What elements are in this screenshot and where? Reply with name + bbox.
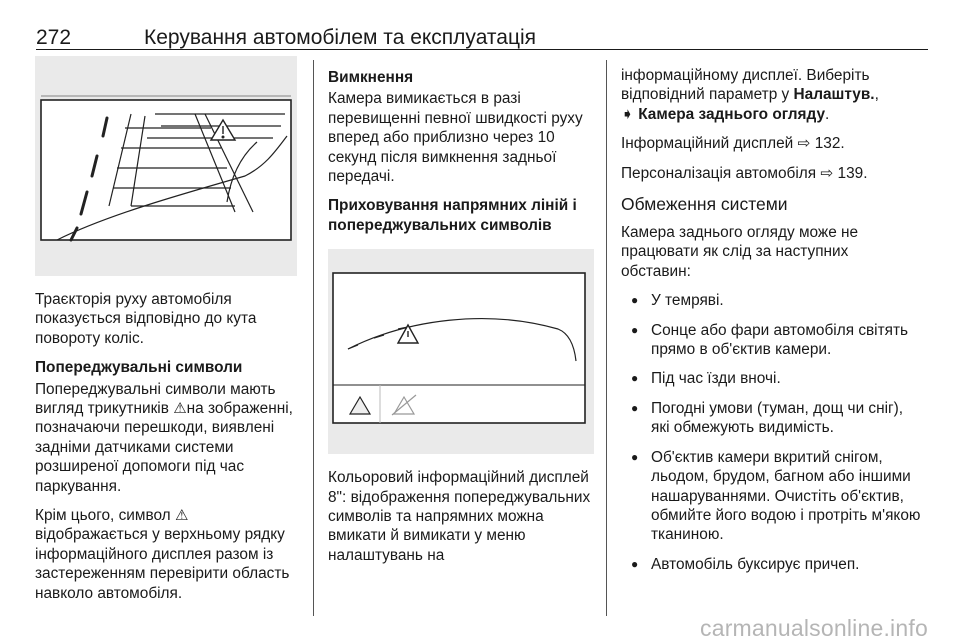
page-ref-icon: ⇨: [820, 164, 834, 182]
watermark: carmanualsonline.info: [700, 615, 928, 641]
display-figure: [328, 249, 594, 454]
list-item: ● Погодні умови (туман, дощ чи сніг), які обмежують видимість.: [621, 399, 921, 438]
list-item: ● Об'єктив камери вкритий снігом, льодом, брудом, багном або іншими нашаруваннями. Очистіть об'єктив, обмийте його водою і протріть м'якою тканиною.: [621, 448, 921, 545]
trajectory-caption: Траєкторія руху автомобіля показується відповідно до кута повороту коліс.: [35, 291, 257, 347]
warning-symbols-heading: Попереджувальні символи: [35, 359, 243, 377]
limits-heading: Обмеження системи: [621, 194, 788, 215]
warning-symbols-text: Попереджувальні символи мають вигляд трикутників ⚠на зображенні, позначаючи перешкоди, виявлені задніми датчиками системи розширеної допомоги під час паркування.: [35, 380, 293, 495]
warning-triangle-icon: ⚠: [174, 507, 189, 525]
display-diagram: [328, 249, 594, 454]
ref-info-display: Інформаційний дисплей ⇨ 132.: [621, 135, 845, 153]
column-1: [35, 56, 303, 613]
list-item: ● Під час їзди вночі.: [621, 369, 921, 388]
column-2: [328, 56, 600, 575]
limits-intro: Камера заднього огляду може не працювати як слід за наступних обставин:: [621, 224, 859, 280]
extra-symbol-text: Крім цього, символ ⚠ відображається у верхньому рядку інформаційного дисплея разом із застереженням перевірити область навколо автомобіля.: [35, 507, 290, 602]
header-rule: [36, 49, 928, 50]
settings-text: інформаційному дисплеї. Виберіть відповідний параметр у Налаштув., ➧ Камера заднього огляду.: [621, 67, 879, 123]
off-heading: Вимкнення: [328, 69, 414, 86]
list-item: ● Сонце або фари автомобіля світять прямо в об'єктив камери.: [621, 321, 921, 360]
arrow-icon: ➧: [621, 105, 634, 123]
menu-settings: Налаштув.: [793, 86, 875, 104]
column-divider-2: [606, 60, 607, 616]
display-caption: Кольоровий інформаційний дисплей 8": відображення попереджувальних символів та напрямних можна вмикати й вимикати у меню налаштувань на: [328, 469, 591, 564]
warning-triangle-icon: ⚠: [173, 400, 187, 418]
limits-list: [621, 291, 921, 574]
running-title: Керування автомобілем та експлуатація: [144, 26, 537, 49]
trajectory-diagram: [35, 56, 297, 276]
column-divider-1: [313, 60, 314, 616]
page-ref-icon: ⇨: [797, 135, 811, 153]
menu-rear-camera: Камера заднього огляду: [638, 105, 826, 123]
trajectory-figure: [35, 56, 297, 276]
list-item: ● Автомобіль буксирує причеп.: [621, 555, 921, 574]
hide-heading: Приховування напрямних ліній і попереджувальних символів: [328, 197, 577, 234]
off-text: Камера вимикається в разі перевищенні певної швидкості руху вперед або приблизно через 10 секунд після вимкнення задньої передачі.: [328, 90, 583, 186]
list-item: ● У темряві.: [621, 291, 921, 310]
column-3: [621, 56, 921, 584]
ref-personalization: Персоналізація автомобіля ⇨ 139.: [621, 164, 868, 182]
page-number: 272: [36, 26, 72, 49]
